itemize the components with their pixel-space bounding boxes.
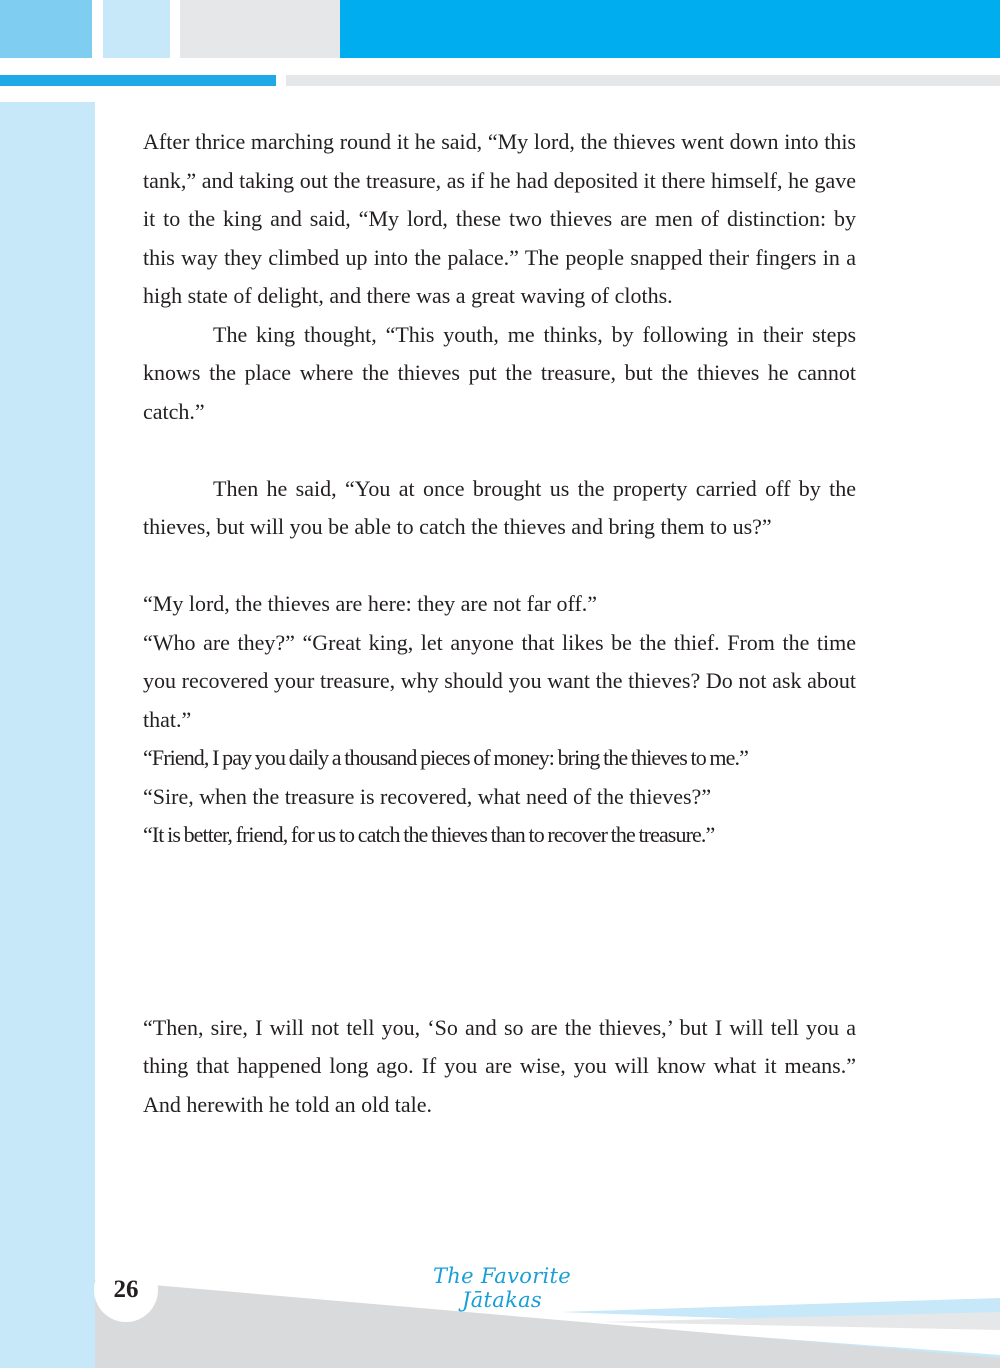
header-rule-blue <box>0 75 276 86</box>
page-number-badge <box>94 1258 158 1322</box>
paragraph: “It is better, friend, for us to catch the thieves than to recover the treasure.” <box>143 822 715 847</box>
paragraph: After thrice marching round it he said, “My lord, the thieves went down into this tank,” and taking out the treasure, as if he had deposited it there himself, he gave it to the king and said, “My lord, these two thieves are men of distinction: by this way they climbed up into the palace.” The people snapped their fingers in a high state of delight, and there was a great waving of cloths. <box>143 129 856 308</box>
header-band-2 <box>103 0 170 58</box>
page-number: 26 <box>113 1276 139 1303</box>
book-title: The Favorite Jātakas <box>432 1264 572 1312</box>
header-rule-gray <box>286 75 1000 86</box>
paragraph: “Sire, when the treasure is recovered, what need of the thieves?” <box>143 783 712 809</box>
header-band-3 <box>180 0 340 58</box>
left-side-bar <box>0 102 95 1368</box>
paragraph-text: The king thought, “This youth, me thinks, by following in their steps knows the place where the thieves put the treasure, but the thieves he cannot catch.” <box>143 321 856 424</box>
paragraph <box>143 316 856 432</box>
paragraph: “Friend, I pay you daily a thousand pieces of money: bring the thieves to me.” <box>143 745 748 770</box>
header-band-1 <box>0 0 92 58</box>
paragraph: Then he said, “You at once brought us the property carried off by the thieves, but will you be able to catch the thieves and bring them to us?” <box>143 475 856 539</box>
paragraph: “My lord, the thieves are here: they are not far off.” <box>143 591 598 616</box>
paragraph: “Who are they?” “Great king, let anyone that likes be the thief. From the time you recovered your treasure, why should you want the thieves? Do not ask about that.” <box>143 629 856 732</box>
paragraph: “Then, sire, I will not tell you, ‘So and so are the thieves,’ but I will tell you a thing that happened long ago. If you are wise, you will know what it means.” And herewith he told an old tale. <box>143 1014 856 1117</box>
header-band-4 <box>340 0 1000 58</box>
page-body-text <box>143 123 856 1124</box>
